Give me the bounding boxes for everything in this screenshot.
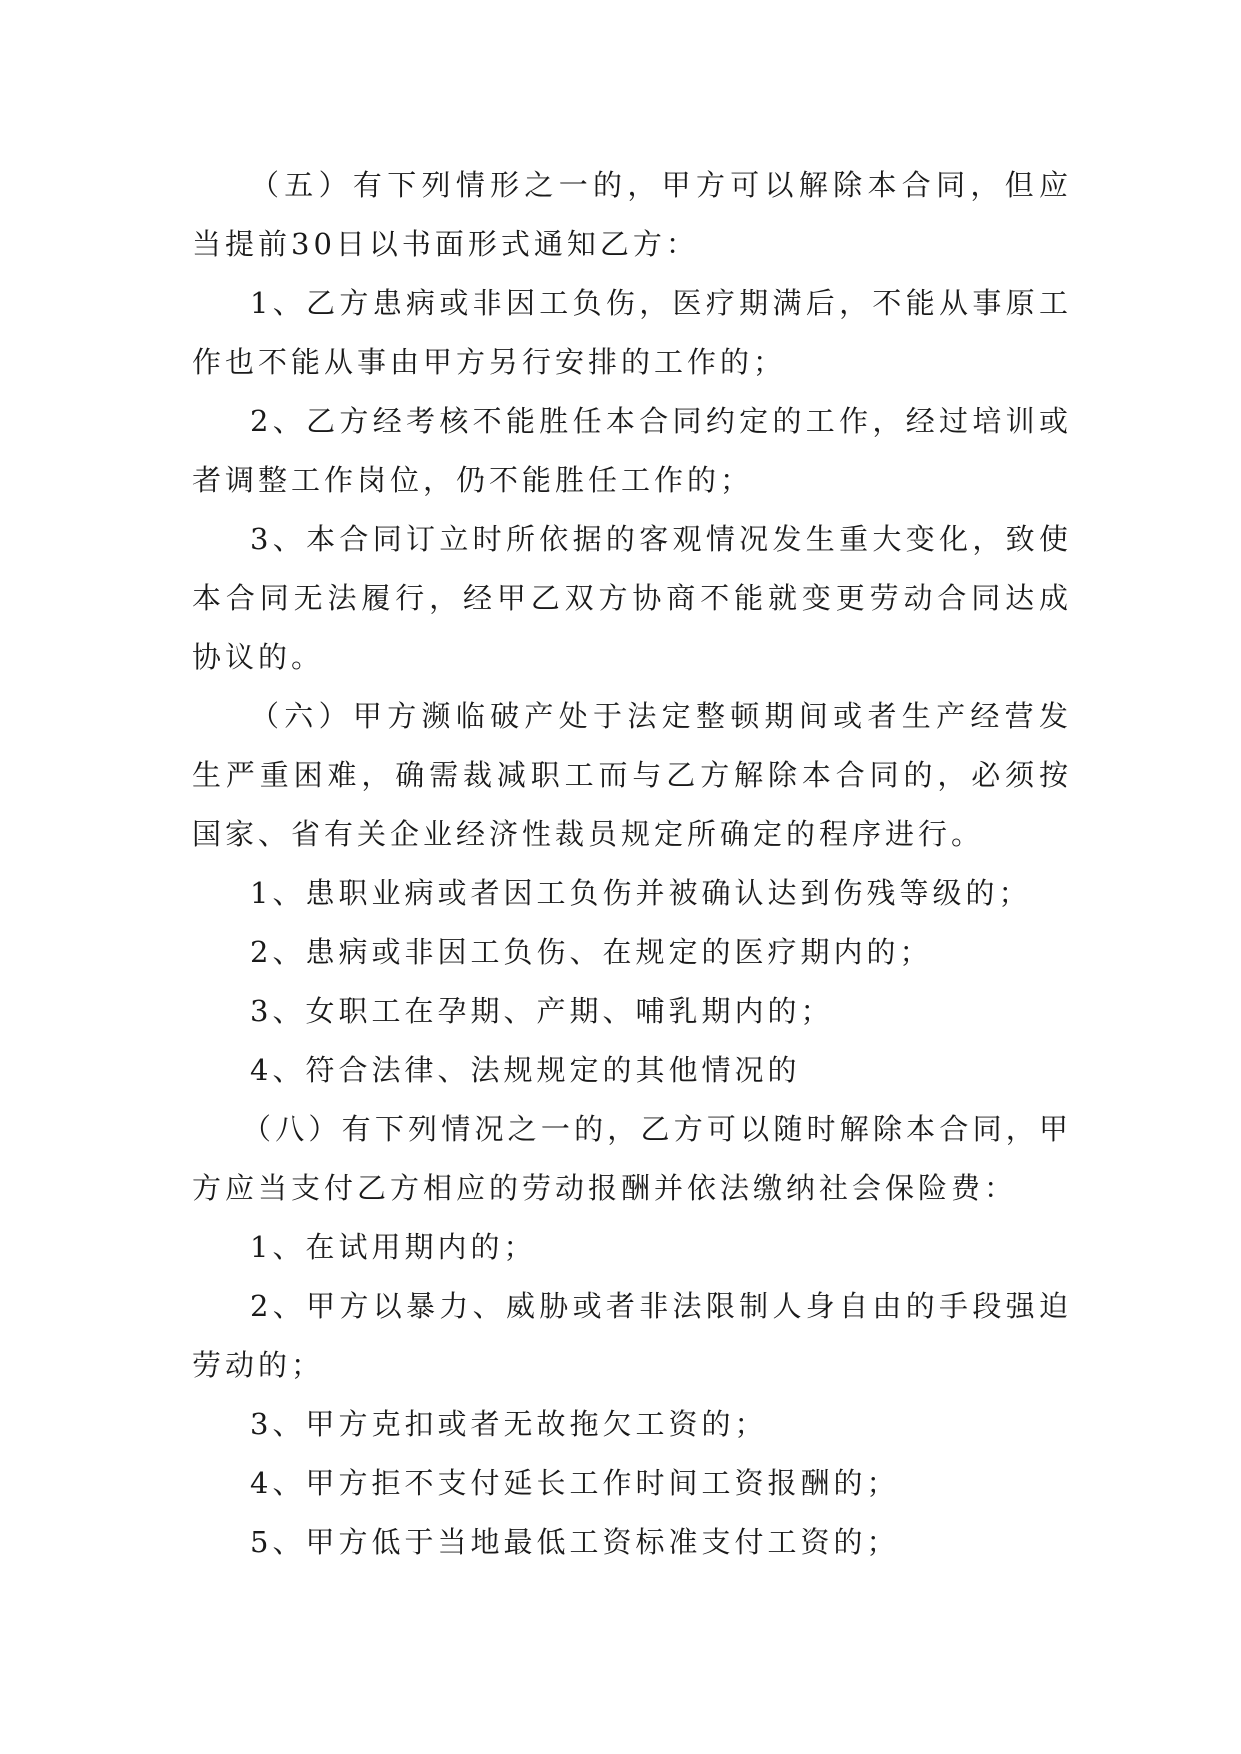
clause-8-item-2: 2、甲方以暴力、威胁或者非法限制人身自由的手段强迫劳动的；	[192, 1289, 1072, 1382]
clause-8-item-1: 1、在试用期内的；	[250, 1230, 537, 1264]
clause-5-heading: （五）有下列情形之一的，甲方可以解除本合同，但应当提前30日以书面形式通知乙方：	[192, 168, 1072, 261]
document-body	[192, 156, 1072, 1572]
clause-8-item-4: 4、甲方拒不支付延长工作时间工资报酬的；	[250, 1466, 900, 1500]
clause-5-item-1: 1、乙方患病或非因工负伤，医疗期满后，不能从事原工作也不能从事由甲方另行安排的工作的；	[192, 286, 1072, 379]
clause-8-item-5: 5、甲方低于当地最低工资标准支付工资的；	[250, 1525, 900, 1559]
clause-8-heading: （八）有下列情况之一的，乙方可以随时解除本合同，甲方应当支付乙方相应的劳动报酬并依法缴纳社会保险费：	[192, 1112, 1072, 1205]
clause-5-item-3: 3、本合同订立时所依据的客观情况发生重大变化，致使本合同无法履行，经甲乙双方协商不能就变更劳动合同达成协议的。	[192, 522, 1072, 674]
clause-6-item-2: 2、患病或非因工负伤、在规定的医疗期内的；	[250, 935, 933, 969]
clause-6-item-4: 4、符合法律、法规规定的其他情况的	[250, 1053, 801, 1087]
clause-6-item-3: 3、女职工在孕期、产期、哺乳期内的；	[250, 994, 834, 1028]
clause-6-item-1: 1、患职业病或者因工负伤并被确认达到伤残等级的；	[250, 876, 1032, 910]
clause-6-heading: （六）甲方濒临破产处于法定整顿期间或者生产经营发生严重困难，确需裁减职工而与乙方解除本合同的，必须按国家、省有关企业经济性裁员规定所确定的程序进行。	[192, 699, 1072, 851]
clause-8-item-3: 3、甲方克扣或者无故拖欠工资的；	[250, 1407, 768, 1441]
clause-5-item-2: 2、乙方经考核不能胜任本合同约定的工作，经过培训或者调整工作岗位，仍不能胜任工作的；	[192, 404, 1072, 497]
